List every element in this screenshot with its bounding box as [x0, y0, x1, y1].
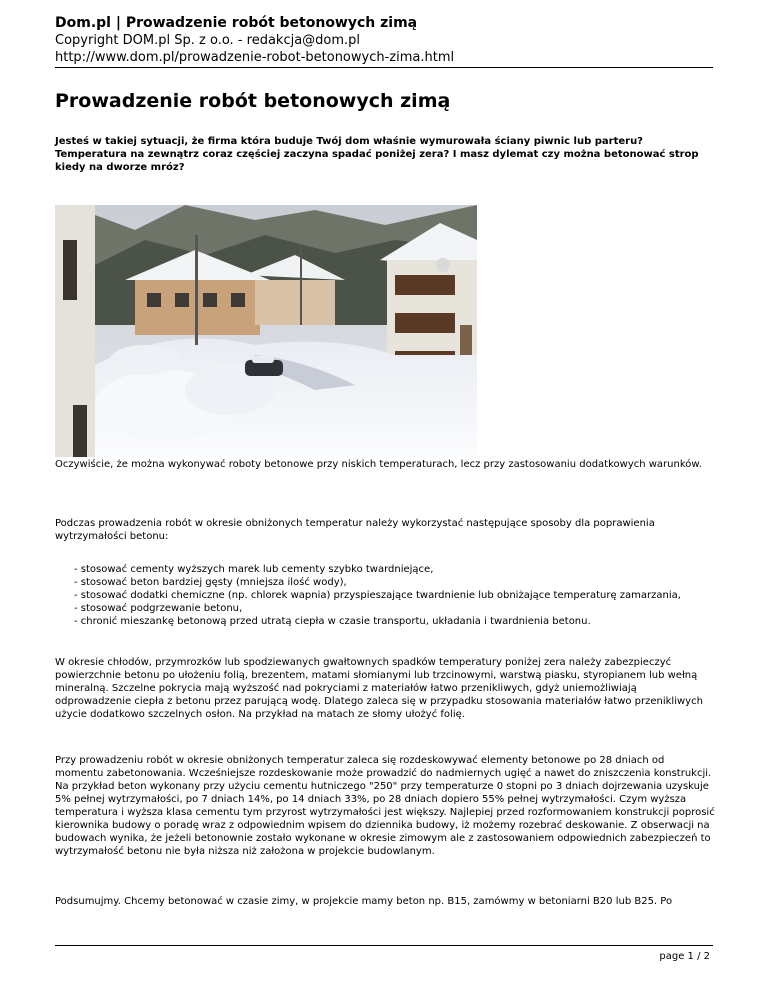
list-item: - stosować podgrzewanie betonu, — [74, 603, 243, 614]
snowy-street-photo — [55, 205, 477, 457]
site-title: Dom.pl | Prowadzenie robót betonowych zimą — [55, 15, 418, 31]
source-url[interactable]: http://www.dom.pl/prowadzenie-robot-betonowych-zima.html — [55, 50, 455, 65]
document-header — [55, 14, 454, 66]
footer-divider — [55, 945, 713, 946]
paragraph-summary: Podsumujmy. Chcemy betonować w czasie zimy, w projekcie mamy beton np. B15, zamówmy w betoniarni B20 lub B25. Po — [55, 896, 673, 907]
list-item: - chronić mieszankę betonową przed utratą ciepła w czasie transportu, układania i twardnienia betonu. — [74, 616, 591, 627]
page-number: page 1 / 2 — [659, 951, 710, 962]
method-list — [55, 563, 715, 628]
paragraph-formwork: Przy prowadzeniu robót w okresie obniżonych temperatur zaleca się rozdeskowywać elementy betonowe po 28 dniach od momentu zabetonowania. Wcześniejsze rozdeskowanie może prowadzić do nadmiernych ugięć a nawet do zniszczenia konstrukcji. Na przykład beton wykonany przy użyciu cementu hutniczego "250" przy temperaturze 0 stopni po 3 dniach dojrzewania uzyskuje 5% pełnej wytrzymałości, po 7 dniach 14%, po 14 dniach 33%, po 28 dniach dopiero 55% pełnej wytrzymałości. Czym wyższa temperatura i wyższa klasa cementu tym przyrost wytrzymałości jest większy. Najlepiej przed rozformowaniem konstrukcji poprosić kierownika budowy o poradę wraz z odpowiednim wpisem do dziennika budowy, iż możemy rozebrać deskowanie. Z obserwacji na budowach wynika, że jeżeli betonownie zostało wykonane w okresie zimowym ale z zastosowaniem odpowiednich zabezpieczeń to wytrzymałość betonu nie była niższa niż założona w projekcie budowlanym. — [55, 755, 715, 857]
article-lead: Jesteś w takiej sytuacji, że firma która buduje Twój dom właśnie wymurowała ściany piwnic lub parteru? Temperatura na zewnątrz coraz częściej zaczyna spadać poniżej zera? I masz dylemat czy można betonować strop kiedy na dworze mróz? — [55, 136, 699, 173]
paragraph-protection: W okresie chłodów, przymrozków lub spodziewanych gwałtownych spadków temperatury poniżej zera należy zabezpieczyć powierzchnie betonu po ułożeniu folią, brezentem, matami słomianymi lub trzcinowymi, warstwą piasku, styropianem lub wełną mineralną. Szczelne pokrycia mają wyższość nad pokryciami z materiałów łatwo przenikliwych, gdyż uniemożliwiają odprowadzenie ciepła z betonu przez parującą wodę. Dlatego zaleca się w przypadku stosowania materiałów łatwo przenikliwych użycie dodatkowo szczelnych osłon. Na przykład na matach ze słomy ułożyć folię. — [55, 657, 703, 720]
list-item: - stosować cementy wyższych marek lub cementy szybko twardniejące, — [74, 564, 434, 575]
copyright-line: Copyright DOM.pl Sp. z o.o. - redakcja@dom.pl — [55, 33, 361, 48]
paragraph-intro: Podczas prowadzenia robót w okresie obniżonych temperatur należy wykorzystać następujące sposoby dla poprawienia wytrzymałości betonu: — [55, 518, 655, 542]
photo-caption: Oczywiście, że można wykonywać roboty betonowe przy niskich temperaturach, lecz przy zastosowaniu dodatkowych warunków. — [55, 459, 702, 470]
article-title: Prowadzenie robót betonowych zimą — [55, 90, 451, 112]
list-item: - stosować beton bardziej gęsty (mniejsza ilość wody), — [74, 577, 347, 588]
header-divider — [55, 67, 713, 68]
list-item: - stosować dodatki chemiczne (np. chlorek wapnia) przyspieszające twardnienie lub obniżające temperaturę zamarzania, — [74, 590, 681, 601]
